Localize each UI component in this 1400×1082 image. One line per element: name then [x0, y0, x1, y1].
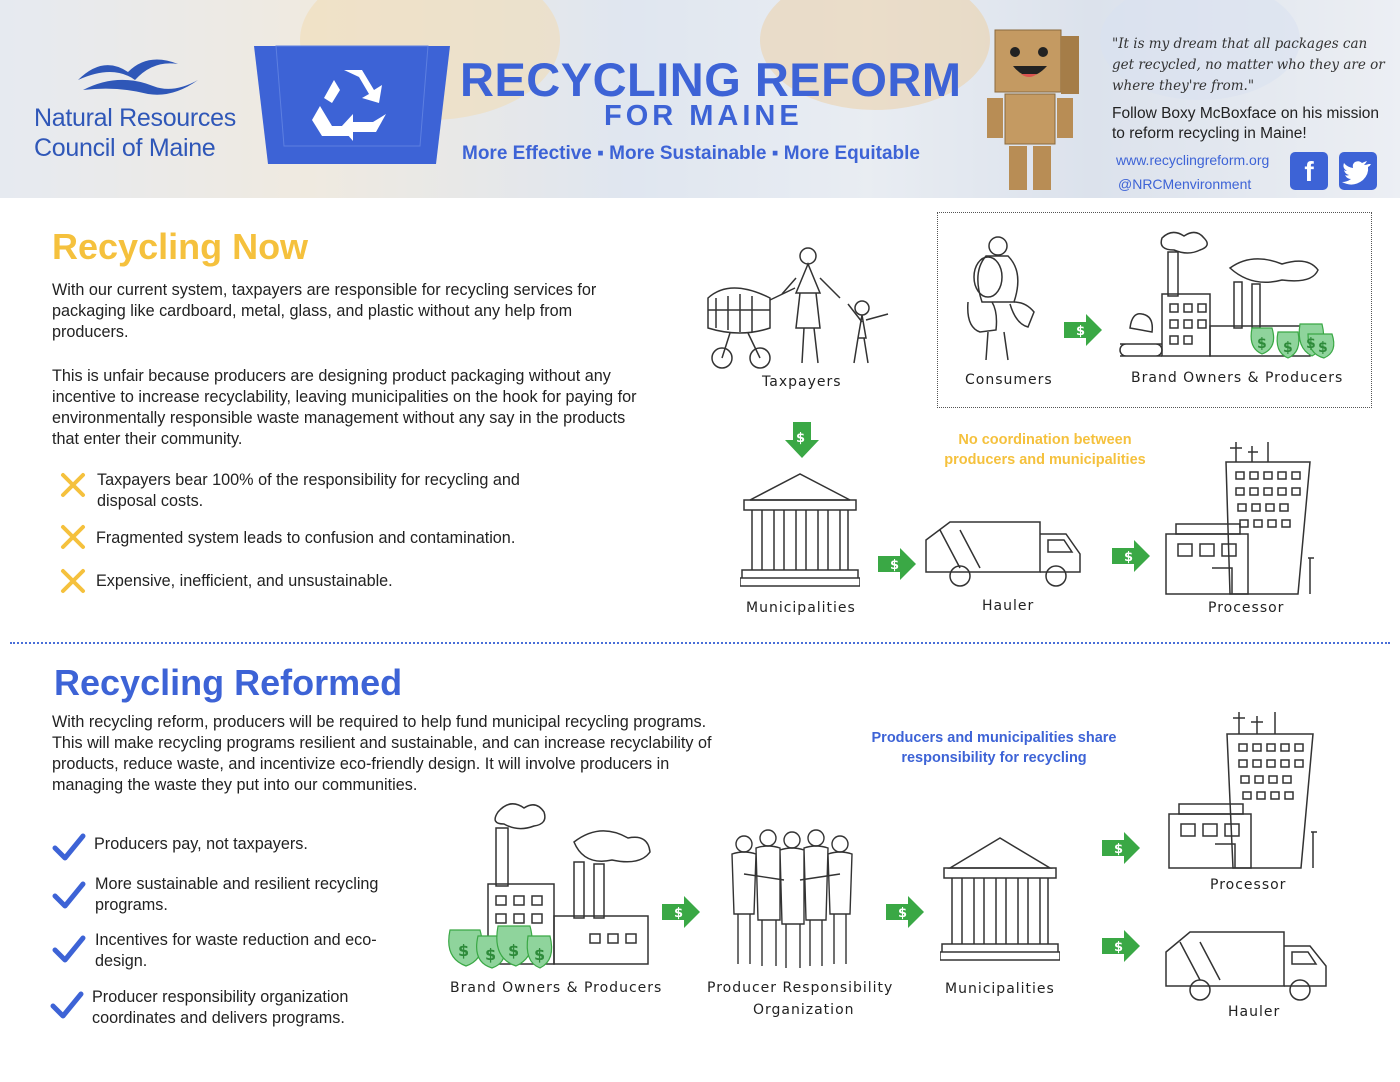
- reformed-bullet: Producer responsibility organization coordinates and delivers programs.: [92, 988, 349, 1027]
- header-banner: [0, 0, 1400, 198]
- money-arrow-right-icon: [1110, 540, 1152, 572]
- check-icon: [52, 832, 86, 862]
- twitter-icon[interactable]: [1339, 152, 1377, 190]
- check-icon: [52, 880, 86, 910]
- svg-text:$: $: [1318, 340, 1328, 356]
- processor-building-illustration: [1165, 708, 1345, 872]
- arrow-dollar: $: [890, 558, 900, 573]
- label-consumers: Consumers: [965, 372, 1053, 388]
- arrow-dollar: $: [1114, 842, 1124, 857]
- boxy-quote: "It is my dream that all packages can get recycled, no matter who they are or where they're from.": [1112, 36, 1385, 94]
- label-brand-owners: Brand Owners & Producers: [450, 980, 663, 996]
- section-heading-now: Recycling Now: [52, 226, 309, 267]
- facebook-icon[interactable]: f: [1290, 152, 1328, 190]
- svg-text:$: $: [485, 945, 497, 964]
- recycling-bin-icon: [252, 42, 452, 168]
- taxpayers-illustration: [700, 238, 905, 378]
- producer-responsibility-organization-illustration: [724, 824, 860, 972]
- twitter-bird-icon: [1339, 152, 1377, 190]
- svg-text:$: $: [1257, 336, 1267, 352]
- now-paragraph-2: This is unfair because producers are designing product packaging without any incentive to increase recyclability, leaving municipalities on the hook for paying for environmentally responsible waste management without any say in the products that enter their community.: [52, 367, 637, 448]
- money-arrow-right-icon: [1100, 832, 1142, 864]
- svg-text:$: $: [534, 945, 546, 964]
- x-icon: [60, 472, 86, 498]
- label-pro-line2: Organization: [753, 1002, 855, 1018]
- money-arrow-right-icon: [1100, 930, 1142, 962]
- municipalities-building-illustration: [740, 470, 860, 595]
- hauler-truck-illustration: [1160, 920, 1340, 1006]
- x-icon: [60, 568, 86, 594]
- svg-text:$: $: [458, 941, 470, 960]
- svg-text:$: $: [1283, 340, 1293, 356]
- label-processor: Processor: [1208, 600, 1285, 616]
- now-bullet: Expensive, inefficient, and unsustainable.: [96, 572, 393, 590]
- mountain-logo-icon: [73, 50, 203, 100]
- arrow-dollar: $: [898, 906, 908, 921]
- consumers-illustration: [962, 232, 1042, 367]
- tagline: More Effective ▪ More Sustainable ▪ More Equitable: [462, 143, 920, 164]
- reformed-paragraph: With recycling reform, producers will be required to help fund municipal recycling programs. This will make recycling programs resilient and sustainable, and can increase recyclability of products, reduce waste, and incentivize eco-friendly design. It will involve producers in managing the waste they put into our communities.: [52, 713, 712, 794]
- municipalities-building-illustration: [940, 834, 1060, 970]
- label-municipalities: Municipalities: [746, 600, 856, 616]
- hauler-truck-illustration: [920, 510, 1090, 592]
- label-brand-owners: Brand Owners & Producers: [1131, 370, 1344, 386]
- label-processor: Processor: [1210, 877, 1287, 893]
- website-link[interactable]: www.recyclingreform.org: [1116, 152, 1270, 168]
- org-name-line1: Natural Resources: [34, 104, 236, 132]
- reformed-bullet: Producers pay, not taxpayers.: [94, 835, 308, 853]
- arrow-dollar: $: [1124, 550, 1134, 565]
- now-paragraph-1: With our current system, taxpayers are responsible for recycling services for packaging like cardboard, metal, glass, and plastic without any help from producers.: [52, 281, 597, 341]
- money-arrow-down-icon: [785, 420, 819, 460]
- brand-owners-factory-illustration: [1112, 228, 1342, 368]
- x-icon: [60, 524, 86, 550]
- follow-text: Follow Boxy McBoxface on his mission to reform recycling in Maine!: [1112, 105, 1380, 142]
- org-name-line2: Council of Maine: [34, 134, 216, 162]
- twitter-handle-link[interactable]: @NRCMenvironment: [1118, 176, 1252, 192]
- note-no-coordination: No coordination between producers and municipalities: [944, 432, 1146, 468]
- arrow-dollar: $: [796, 431, 806, 446]
- label-hauler: Hauler: [982, 598, 1035, 614]
- check-icon: [52, 934, 86, 964]
- label-pro-line1: Producer Responsibility: [707, 980, 894, 996]
- boxy-mascot-icon: [985, 28, 1095, 193]
- brand-owners-factory-illustration: [444, 798, 654, 970]
- section-heading-reformed: Recycling Reformed: [54, 662, 403, 703]
- arrow-dollar: $: [1114, 940, 1124, 955]
- label-hauler: Hauler: [1228, 1004, 1281, 1020]
- money-arrow-right-icon: [1062, 314, 1104, 346]
- section-divider: [10, 642, 1390, 644]
- arrow-dollar: $: [674, 906, 684, 921]
- now-bullet: Fragmented system leads to confusion and contamination.: [96, 529, 516, 547]
- check-icon: [50, 990, 84, 1020]
- arrow-dollar: $: [1076, 324, 1086, 339]
- page-subtitle: FOR MAINE: [604, 100, 803, 132]
- processor-building-illustration: [1160, 438, 1340, 598]
- now-bullet: Taxpayers bear 100% of the responsibility for recycling and disposal costs.: [97, 471, 520, 510]
- note-shared-responsibility: Producers and municipalities share responsibility for recycling: [871, 730, 1117, 766]
- svg-text:$: $: [508, 941, 520, 960]
- page-title: RECYCLING REFORM: [460, 53, 962, 106]
- money-arrow-right-icon: [876, 548, 918, 580]
- money-arrow-right-icon: [660, 896, 702, 928]
- label-taxpayers: Taxpayers: [762, 374, 842, 390]
- reformed-bullet: Incentives for waste reduction and eco-design.: [95, 931, 377, 970]
- money-arrow-right-icon: [884, 896, 926, 928]
- label-municipalities: Municipalities: [945, 981, 1055, 997]
- svg-text:$: $: [1306, 336, 1316, 352]
- reformed-bullet: More sustainable and resilient recycling programs.: [95, 875, 379, 914]
